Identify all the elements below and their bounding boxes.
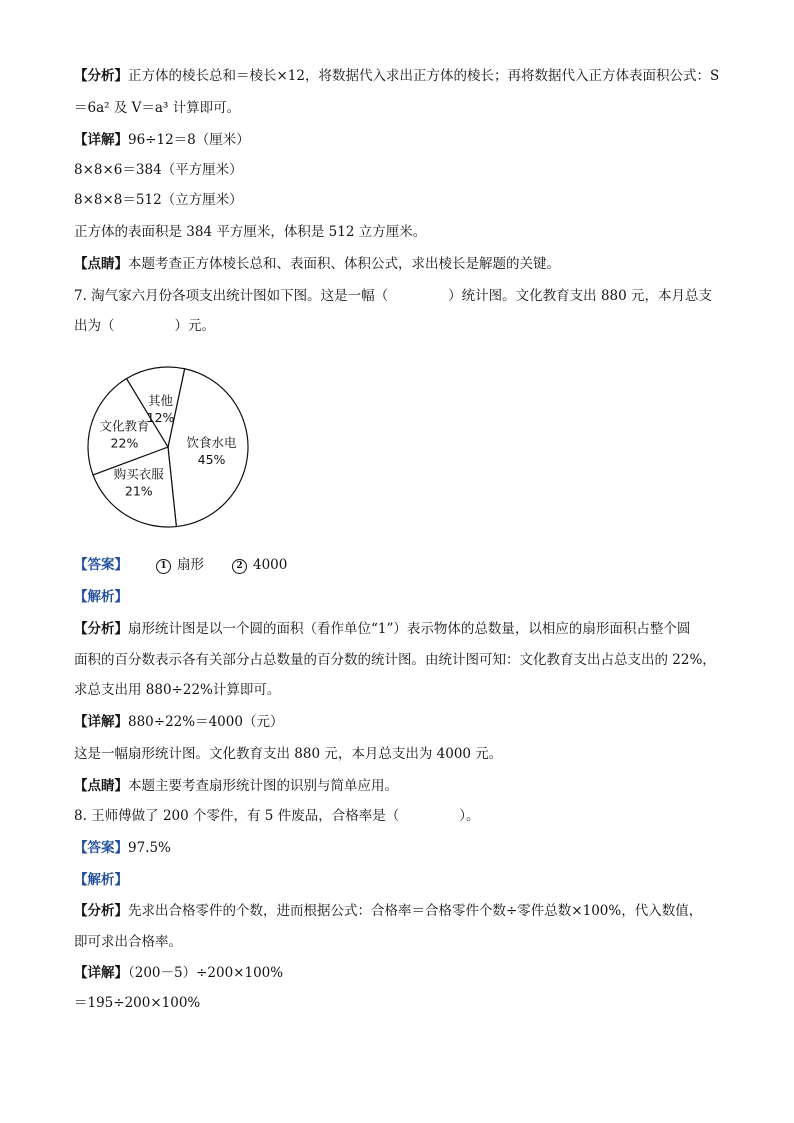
q8-stem-text-a: 8. 王师傅做了 200 个零件，有 5 件废品，合格率是（ <box>74 808 400 824</box>
q7-stem-text-1a: 7. 淘气家六月份各项支出统计图如下图。这是一幅（ <box>74 288 389 304</box>
q7-analysis-line-1 <box>74 619 734 639</box>
q8-stem-line <box>74 806 734 826</box>
q7-explain-tag <box>74 587 734 607</box>
q6-detail-text-1: 96÷12＝8（厘米） <box>128 132 250 148</box>
q7-comment-text: 本题主要考查扇形统计图的识别与简单应用。 <box>128 778 398 794</box>
q6-detail-line-2: 8×8×6＝384（平方厘米） <box>74 162 243 178</box>
q6-analysis-line-2 <box>74 98 734 118</box>
q7-stem-text-1b: ）统计图。文化教育支出 880 元，本月总支 <box>448 288 713 304</box>
q6-conclusion: 正方体的表面积是 384 平方厘米，体积是 512 立方厘米。 <box>74 224 427 240</box>
answer-number-2: 2 <box>232 559 247 574</box>
detail-tag: 【详解】 <box>74 714 128 730</box>
pie-slice-percent: 12% <box>146 409 175 425</box>
analysis-tag: 【分析】 <box>74 903 128 919</box>
analysis-tag: 【分析】 <box>74 621 128 637</box>
pie-slice-percent: 21% <box>124 483 153 499</box>
q8-stem-text-b: ）。 <box>459 808 480 824</box>
q8-detail-line-1 <box>74 963 734 983</box>
q7-comment-line <box>74 776 734 796</box>
q6-analysis-line-1 <box>74 66 734 86</box>
q7-analysis-line-3: 求总支出用 880÷22%计算即可。 <box>74 682 281 698</box>
pie-slice-label: 文化教育 <box>99 418 150 434</box>
q7-analysis-text-1: 扇形统计图是以一个圆的面积（看作单位“1”）表示物体的总数量，以相应的扇形面积占整个圆 <box>128 621 691 637</box>
q8-analysis-line-1 <box>74 901 734 921</box>
analysis-tag: 【分析】 <box>74 68 128 84</box>
pie-slice-percent: 22% <box>110 435 139 451</box>
q8-explain-tag <box>74 870 734 890</box>
q7-answer-2: 4000 <box>253 557 288 573</box>
q8-detail-line-2: ＝195÷200×100% <box>74 995 201 1011</box>
q7-stem-line-2 <box>74 316 734 336</box>
q7-stem-text-2b: ）元。 <box>174 318 215 334</box>
pie-slice-label: 其他 <box>148 392 174 408</box>
q8-answer-line <box>74 838 734 858</box>
q6-analysis-text-1: 正方体的棱长总和＝棱长×12，将数据代入求出正方体的棱长；再将数据代入正方体表面积公式：S <box>128 68 720 84</box>
q6-detail-line-3: 8×8×8＝512（立方厘米） <box>74 192 243 208</box>
q6-comment-line <box>74 254 734 274</box>
q7-answer-line <box>74 555 734 575</box>
q8-analysis-line-2: 即可求出合格率。 <box>74 934 182 950</box>
q7-answer-1: 扇形 <box>177 557 204 573</box>
q7-detail-line-1 <box>74 712 734 732</box>
q7-stem-line-1 <box>74 286 734 306</box>
q6-analysis-text-2: ＝6a² 及 V＝a³ 计算即可。 <box>74 100 241 116</box>
detail-tag: 【详解】 <box>74 965 128 981</box>
q7-analysis-line-2: 面积的百分数表示各有关部分占总数量的百分数的统计图。由统计图可知：文化教育支出占总支出的 22%， <box>74 652 716 668</box>
answer-tag: 【答案】 <box>74 557 128 573</box>
pie-slice-label: 饮食水电 <box>186 434 237 450</box>
q7-detail-text-1: 880÷22%＝4000（元） <box>128 714 284 730</box>
explain-tag: 【解析】 <box>74 872 128 888</box>
q7-conclusion: 这是一幅扇形统计图。文化教育支出 880 元，本月总支出为 4000 元。 <box>74 746 503 762</box>
explain-tag: 【解析】 <box>74 589 128 605</box>
q7-stem-text-2a: 出为（ <box>74 318 115 334</box>
q6-detail-line-1 <box>74 130 734 150</box>
q8-analysis-text-1: 先求出合格零件的个数，进而根据公式：合格率＝合格零件个数÷零件总数×100%，代入数值， <box>128 903 703 919</box>
q8-answer: 97.5% <box>128 840 171 856</box>
detail-tag: 【详解】 <box>74 132 128 148</box>
answer-number-1: 1 <box>156 559 171 574</box>
answer-tag: 【答案】 <box>74 840 128 856</box>
comment-tag: 【点睛】 <box>74 778 128 794</box>
q8-detail-text-1: （200－5）÷200×100% <box>128 965 284 981</box>
pie-slice-percent: 45% <box>197 451 226 467</box>
q6-comment-text: 本题考查正方体棱长总和、表面积、体积公式，求出棱长是解题的关键。 <box>128 256 560 272</box>
pie-chart <box>80 360 260 535</box>
pie-slice-label: 购买衣服 <box>113 466 164 482</box>
comment-tag: 【点睛】 <box>74 256 128 272</box>
